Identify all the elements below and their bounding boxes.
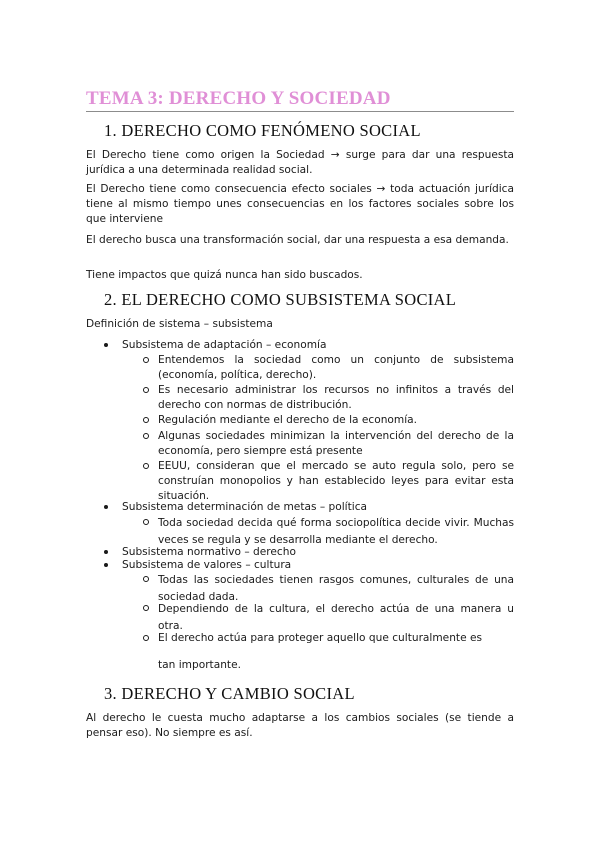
section-3-heading: 3. DERECHO Y CAMBIO SOCIAL	[104, 684, 355, 703]
circle-bullet-icon	[143, 605, 149, 611]
circle-bullet-icon	[143, 433, 149, 439]
bullet-dot-icon	[104, 563, 108, 567]
section-1-paragraph-4: Tiene impactos que quizá nunca han sido buscados.	[86, 269, 363, 281]
circle-bullet-icon	[143, 357, 149, 363]
sub-bullet-text: Algunas sociedades minimizan la intervención del derecho de la economía, pero siempre está presente	[158, 430, 514, 457]
sub-bullet-text: Es necesario administrar los recursos no infinitos a través del derecho con normas de distribución.	[158, 384, 514, 411]
sub-bullet-text: Toda sociedad decida qué forma sociopolítica decide vivir. Muchas veces se regula y se desarrolla mediante el derecho.	[158, 517, 514, 546]
circle-bullet-icon	[143, 519, 149, 525]
circle-bullet-icon	[143, 463, 149, 469]
sub-bullet-text: Todas las sociedades tienen rasgos comunes, culturales de una sociedad dada.	[158, 574, 514, 603]
bullet-label: Subsistema de adaptación – economía	[122, 339, 327, 351]
sub-bullet-text: EEUU, consideran que el mercado se auto regula solo, pero se construían monopolios y han establecido leyes para evitar esta situación.	[158, 460, 514, 502]
bullet-label: Subsistema normativo – derecho	[122, 546, 296, 558]
section-2-heading: 2. EL DERECHO COMO SUBSISTEMA SOCIAL	[104, 290, 457, 309]
section-1-paragraph-2: El Derecho tiene como consecuencia efecto sociales → toda actuación jurídica tiene al mismo tiempo unes consecuencias en los factores sociales sobre los que interviene	[86, 183, 514, 225]
document-title: TEMA 3: DERECHO Y SOCIEDAD	[86, 88, 391, 109]
section-3-paragraph-1: Al derecho le cuesta mucho adaptarse a los cambios sociales (se tiende a pensar eso). No siempre es así.	[86, 712, 514, 739]
sub-bullet-text: Dependiendo de la cultura, el derecho actúa de una manera u otra.	[158, 603, 514, 632]
circle-bullet-icon	[143, 387, 149, 393]
sub-bullet-text: Entendemos la sociedad como un conjunto de subsistema (economía, política, derecho).	[158, 354, 514, 381]
sub-bullet-text: El derecho actúa para proteger aquello que culturalmente es	[158, 632, 482, 644]
circle-bullet-icon	[143, 635, 149, 641]
section-1-paragraph-3: El derecho busca una transformación social, dar una respuesta a esa demanda.	[86, 234, 509, 246]
sub-bullet-text: Regulación mediante el derecho de la economía.	[158, 414, 418, 426]
bullet-dot-icon	[104, 550, 108, 554]
bullet-label: Subsistema determinación de metas – política	[122, 501, 368, 513]
title-underline	[86, 111, 514, 112]
bullet-dot-icon	[104, 343, 108, 347]
sub-bullet-trailing-text: tan importante.	[158, 659, 241, 671]
section-2-intro: Definición de sistema – subsistema	[86, 318, 273, 330]
section-1-heading: 1. DERECHO COMO FENÓMENO SOCIAL	[104, 121, 421, 140]
bullet-label: Subsistema de valores – cultura	[122, 559, 292, 571]
bullet-dot-icon	[104, 505, 108, 509]
circle-bullet-icon	[143, 417, 149, 423]
section-1-paragraph-1: El Derecho tiene como origen la Sociedad → surge para dar una respuesta jurídica a una determinada realidad social.	[86, 149, 514, 176]
circle-bullet-icon	[143, 576, 149, 582]
